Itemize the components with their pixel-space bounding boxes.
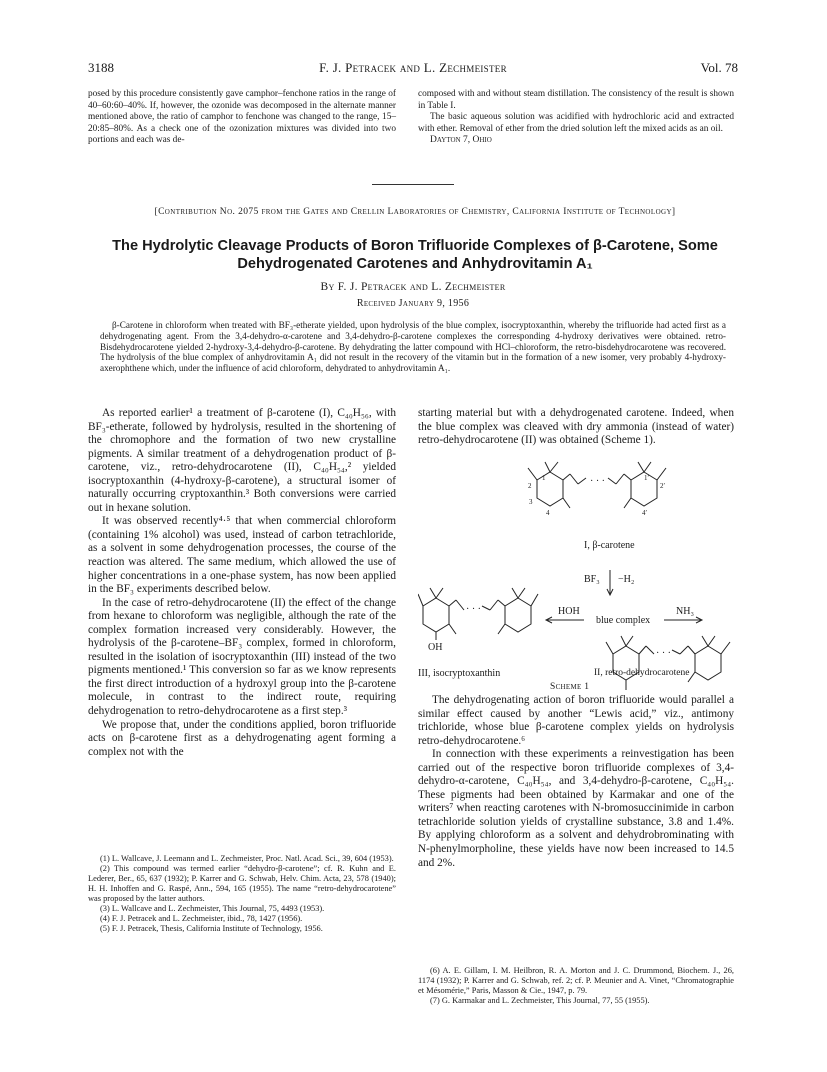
footnote: (7) G. Karmakar and L. Zechmeister, This Journal, 77, 55 (1955).: [430, 996, 650, 1005]
locant-1-prime: 1′: [644, 474, 650, 482]
previous-article-paragraph: The basic aqueous solution was acidified with hydrochloric acid and extracted with ether. Removal of ether from the dried solution left the mixed acids as an oil.: [418, 112, 734, 134]
right-column-intro: [418, 407, 734, 448]
right-column-body: [418, 694, 734, 870]
footnote: (2) This compound was termed earlier “dehydro-β-carotene”; cf. R. Kuhn and E. Lederer, Ber., 65, 637 (1932); P. Karrer and G. Schwab, Helv. Chim. Acta, 23, 578 (1940); H. H. Inhoffen and G. Raspé, Ann., 594, 165 (1955). The name “retro-dehydrocarotene” was proposed by the latter authors.: [88, 864, 396, 903]
byline: By F. J. Petracek and L. Zechmeister: [320, 281, 506, 293]
label-compound-I: I, β-carotene: [584, 540, 635, 551]
previous-article-continued: composed with and without steam distillation. The consistency of the result is shown in Table I.: [418, 89, 734, 111]
body-paragraph: In connection with these experiments a reinvestigation has been carried out of the respective boron trifluoride complexes of 3,4-dehydro-α-carotene, C₄₀H₅₄, and 3,4-dehydro-β-carotene, C₄₀H₅₄. These pigments had been obtained by Karmakar and one of the writers⁷ when reacting carotenes with N-bromosuccinimide in carbon tetrachloride solution yields of crystalline substance, 3.8 and 1.4%. By applying chloroform as a solvent and dehydrobrominating with N-phenylmorpholine, these yields have now been increased to 14.5 and 2%.: [418, 748, 734, 869]
page-number: 3188: [88, 60, 114, 75]
reaction-scheme: [418, 460, 738, 695]
previous-article-right: [418, 89, 734, 147]
body-paragraph: We propose that, under the conditions applied, boron trifluoride acts on β-carotene first as a dehydrogenating agent forming a complex not with the: [88, 718, 396, 758]
body-paragraph: The dehydrogenating action of boron trifluoride would parallel a similar effect caused by another “Lewis acid,” viz., antimony trichloride, whose blue β-carotene complex yields on hydrolysis retro-dehydrocarotene.⁶: [418, 694, 734, 747]
running-header: [88, 60, 738, 78]
label-compound-II: II, retro-dehydrocarotene: [594, 668, 690, 678]
locant-4-prime: 4′: [642, 509, 648, 517]
section-divider: [372, 184, 454, 185]
retro-dehydrocarotene-structure: [606, 636, 730, 690]
footnote: (1) L. Wallcave, J. Leemann and L. Zechmeister, Proc. Natl. Acad. Sci., 39, 604 (1953).: [100, 854, 394, 863]
running-authors: F. J. Petracek and L. Zechmeister: [319, 60, 507, 75]
locant-4: 4: [546, 509, 550, 517]
previous-article-text: posed by this procedure consistently gave camphor–fenchone ratios in the range of 40–60:60–40%. If, however, the ozonide was decomposed in the alternate manner mentioned above, the ratio of camphor to fenchone was changed to the range, 15–20:85–80%. As a check one of the ozonization mixtures was divided into two portions and each was de-: [88, 89, 396, 146]
body-paragraph: As reported earlier¹ a treatment of β-carotene (I), C₄₀H₅₆, with BF₃-etherate, followed by hydrolysis, resulted in the shortening of the chromophore and the formation of two new crystalline pigments. A similar treatment of a dehydrogenation product of β-carotene, viz., retro-dehydrocarotene (II), C₄₀H₅₄,² yielded isocryptoxanthin (4-hydroxy-β-carotene), a structural isomer of naturally occurring cryptoxanthin.³ Both conversions were carried out in hexane solution.: [88, 407, 396, 514]
article-title: The Hydrolytic Cleavage Products of Boron Trifluoride Complexes of β-Carotene, Some Dehydrogenated Carotenes and Anhydrovitamin A₁: [112, 238, 718, 272]
received-date: Received January 9, 1956: [356, 298, 470, 309]
footnote: (3) L. Wallcave and L. Zechmeister, This Journal, 75, 4493 (1953).: [100, 904, 325, 913]
blue-complex-label: blue complex: [596, 615, 651, 626]
reagent-hoh: HOH: [558, 606, 580, 617]
scheme-caption: Scheme 1: [550, 682, 590, 692]
svg-text:· · ·: · · ·: [466, 604, 481, 615]
contribution-line: [Contribution No. 2075 from the Gates and Crellin Laboratories of Chemistry, California Institute of Technology]: [154, 207, 676, 217]
oh-group-label: OH: [428, 642, 443, 653]
locant-2: 2: [528, 482, 532, 490]
body-paragraph: starting material but with a dehydrogenated carotene. Indeed, when the blue complex was cleaved with dry ammonia (instead of water) retro-dehydrocarotene (II) was obtained (Scheme 1).: [418, 407, 734, 447]
footnotes-left: [88, 854, 396, 934]
body-paragraph: In the case of retro-dehydrocarotene (II) the effect of the change from hexane to chloroform was negligible, although the rate of the complex formation increased very considerably. However, the hydrolysis of the β-carotene–BF₃ complex, formed in chloroform, resulted in the isolation of isocryptoxanthin (III) instead of the two pigments mentioned.¹ This conversion so far as we know represents the first direct introduction of a hydroxyl group into the β-carotene molecule, in contrast to the indirect route, requiring dehydrogenation to retro-dehydrocarotene as a first step.³: [88, 596, 396, 718]
footnotes-right: [418, 966, 734, 1006]
beta-carotene-structure: [528, 462, 666, 508]
reagent-minus-h2: −H₂: [618, 574, 635, 585]
footnote: (4) F. J. Petracek and L. Zechmeister, ibid., 78, 1427 (1956).: [100, 914, 303, 923]
reagent-bf3: BF₃: [584, 574, 600, 585]
reagent-nh3: NH₃: [676, 606, 694, 617]
isocryptoxanthin-structure: [418, 588, 538, 640]
left-column-body: [88, 407, 396, 759]
previous-article-left: [88, 89, 396, 147]
locant-2-prime: 2′: [660, 482, 666, 490]
svg-text:· · ·: · · ·: [656, 648, 671, 659]
body-paragraph: It was observed recently⁴·⁵ that when commercial chloroform (containing 1% alcohol) was used, instead of carbon tetrachloride, as a solvent in some dehydrogenation processes, the course of the reaction was altered. The same medium, which allowed the use of higher concentrations in a one-phase system, has now been applied in the BF₃ experiments described below.: [88, 515, 396, 596]
author-address: Dayton 7, Ohio: [430, 135, 492, 146]
label-compound-III: III, isocryptoxanthin: [418, 668, 501, 679]
footnote: (6) A. E. Gillam, I. M. Heilbron, R. A. Morton and J. C. Drummond, Biochem. J., 26, 1174 (1932); P. Karrer and G. Schwab, ref. 2; cf. P. Meunier and A. Vinet, “Chromatographie et Mésomérie,” Paris, Masson & Cie., 1947, p. 79.: [418, 966, 734, 995]
footnote: (5) F. J. Petracek, Thesis, California Institute of Technology, 1956.: [100, 924, 323, 933]
svg-text:· · ·: · · ·: [590, 476, 605, 487]
scheme-structures: [418, 460, 738, 695]
locant-3: 3: [529, 498, 533, 506]
abstract: β-Carotene in chloroform when treated with BF₃-etherate yielded, upon hydrolysis of the blue complex, isocryptoxanthin, whereby the trifluoride had acted first as a dehydrogenating agent. From the 3,4-dehydro-α-carotene and 3,4-dehydro-β-carotene complexes the corresponding 4-hydroxy derivatives were obtained. retro-Bisdehydrocarotene yielded 2-hydroxy-3,4-dehydro-β-carotene. By dehydrating the latter compound with HCl–chloroform, the retro-bisdehydrocarotene was recovered. The hydrolysis of the blue complex of anhydrovitamin A₁ did not result in the recovery of the vitamin but in the formation of a new isomer, very probably 4-hydroxy-axerophthene which, under the influence of acid chloroform, dehydrated to anhydrovitamin A₁.: [100, 320, 726, 374]
locant-1: 1: [542, 474, 546, 482]
volume-label: Vol. 78: [700, 60, 738, 75]
